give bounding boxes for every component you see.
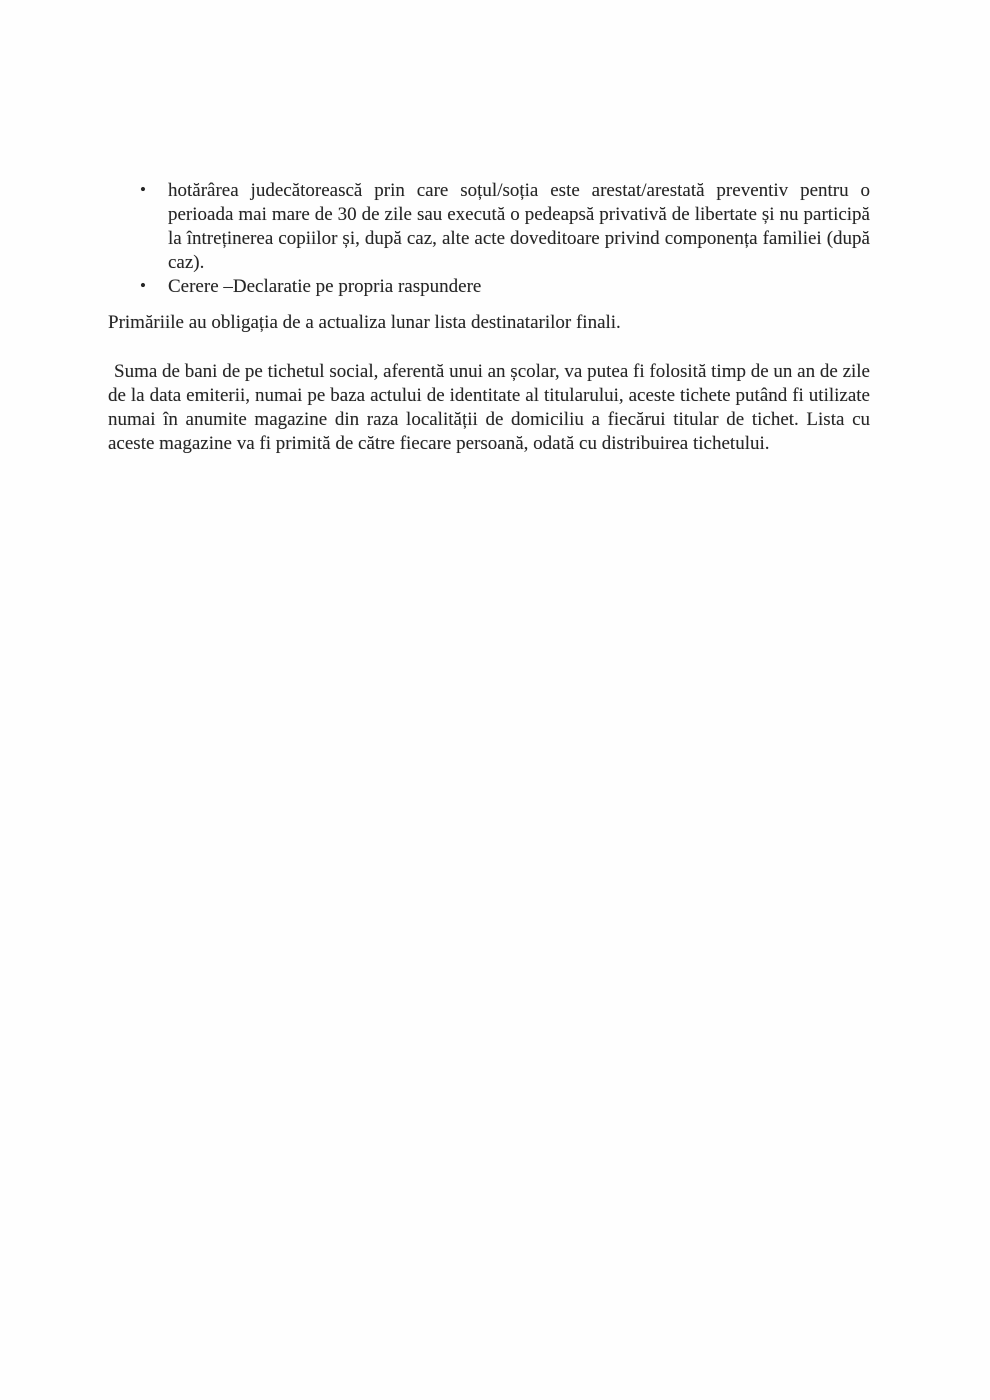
bullet-item-text: hotărârea judecătorească prin care soțul/soția este arestat/arestată preventiv pentru o perioada mai mare de 30 de zile sau execută o pedeapsă privativă de libertate și nu participă la întreținerea copiilor și, după caz, alte acte doveditoare privind componența familiei (după caz). xyxy=(168,180,870,273)
paragraph-suma-tichet: Suma de bani de pe tichetul social, aferentă unui an școlar, va putea fi folosită timp de un an de zile de la data emiterii, numai pe baza actului de identitate al titularului, aceste tichete putând fi utilizate numai în anumite magazine din raza localității de domiciliu a fiecărui titular de tichet. Lista cu aceste magazine va fi primită de către fiecare persoană, odată cu distribuirea tichetului. xyxy=(108,361,870,454)
document-content xyxy=(108,179,870,456)
bullet-icon: • xyxy=(140,180,146,199)
bullet-list xyxy=(108,179,870,299)
list-item xyxy=(108,179,870,275)
list-item xyxy=(108,275,870,299)
bullet-item-text: Cerere –Declaratie pe propria raspundere xyxy=(168,276,482,297)
bullet-icon: • xyxy=(140,276,146,295)
paragraph-primariile: Primăriile au obligația de a actualiza lunar lista destinatarilor finali. xyxy=(108,312,621,333)
